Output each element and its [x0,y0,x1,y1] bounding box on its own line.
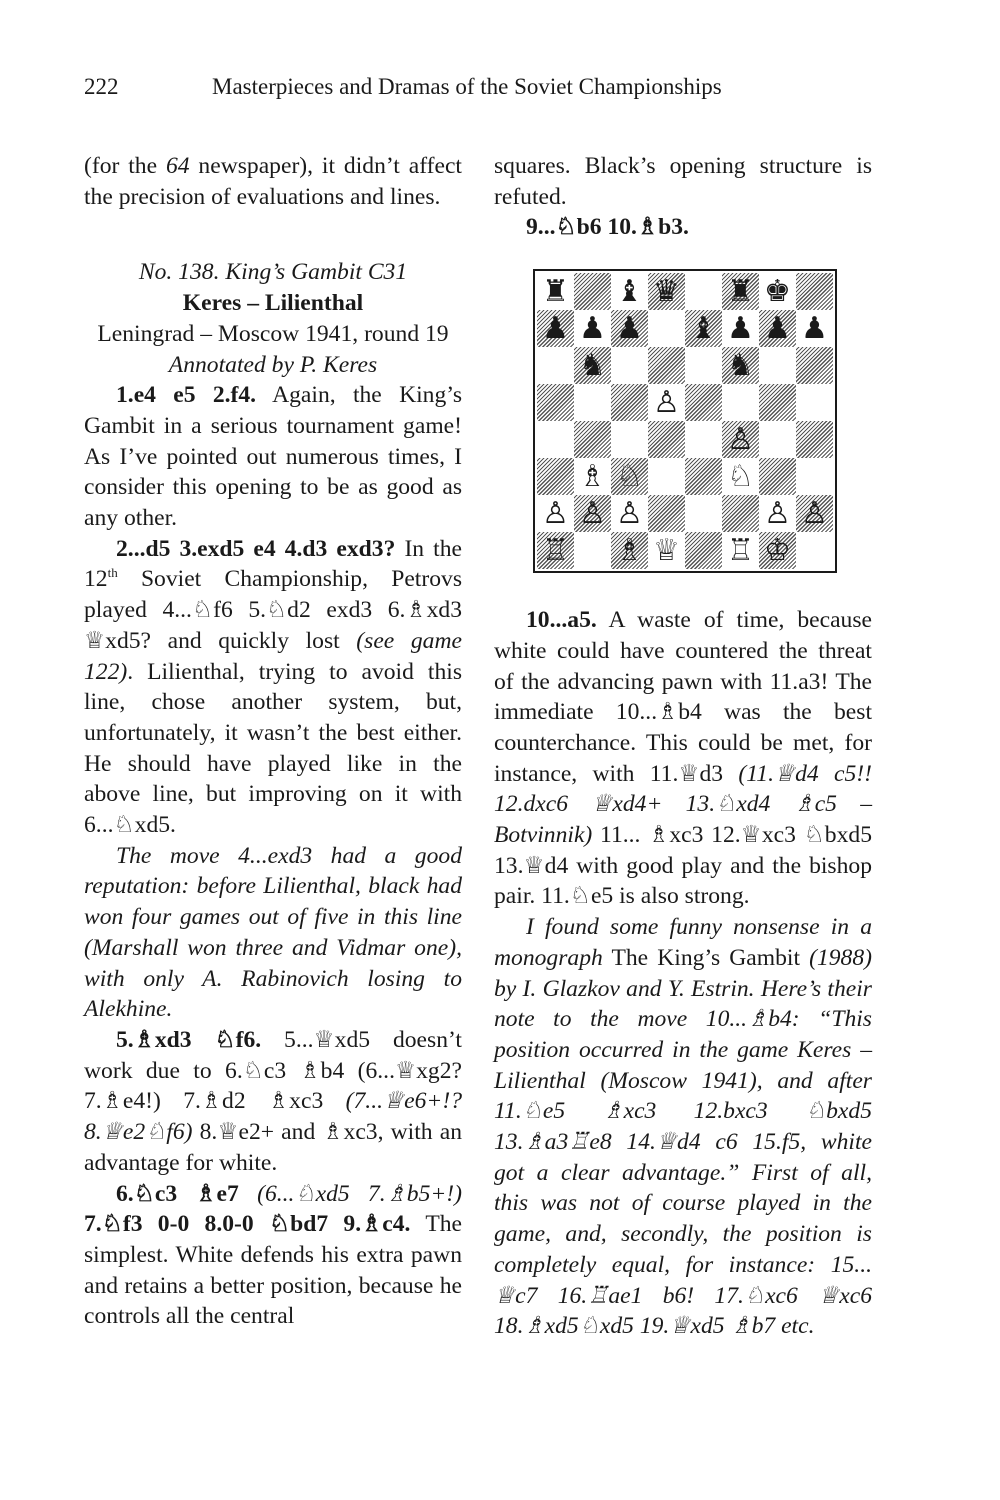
square-g1 [759,532,796,569]
square-e1 [685,532,722,569]
square-h4 [796,421,833,458]
paragraph: (for the 64 newspaper), it didn’t affect the precision of evaluations and lines. [84,153,462,210]
chess-piece-icon: ♟ [764,311,791,347]
square-h6 [796,347,833,384]
chess-piece-icon: ♘ [616,459,643,495]
square-a1 [537,532,574,569]
square-f2 [722,495,759,532]
square-c5 [611,384,648,421]
square-f8 [722,273,759,310]
square-g2 [759,495,796,532]
square-d8 [648,273,685,310]
paragraph: 2...d5 3.exd5 e4 4.d3 exd3? In the 12th Soviet Championship, Petrovs played 4...♘f6 5.♘d2 exd3 6.♗xd3 ♕xd5? and quickly lost (see game 122). Lilienthal, trying to avoid this line, chose another system, but, unfortunately, it wasn’t the best either. He should have played like in the above line, but improving on it with 6...♘xd5. [84,535,462,839]
chess-piece-icon: ♙ [653,385,680,421]
paragraph: 1.e4 e5 2.f4. Again, the King’s Gambit in a serious tournament game! As I’ve pointed out numerous times, I consider this opening to be as good as any other. [84,382,463,532]
square-a7 [537,310,574,347]
page-number: 222 [84,74,119,99]
chess-piece-icon: ♙ [579,496,606,532]
square-e8 [685,273,722,310]
square-c7 [611,310,648,347]
game-players: Keres – Lilienthal [182,290,364,317]
chess-piece-icon: ♚ [764,274,791,310]
page-header [84,74,954,108]
square-c8 [611,273,648,310]
square-a3 [537,458,574,495]
paragraph: 10...a5. A waste of time, because white could have countered the threat of the advancing pawn with 11.a3! The immediate 10...♗b4 was the best counterchance. This could be met, for instance, with 11.♕d3 (11.♕d4 c5!! 12.dxc6 ♕xd4+ 13.♘xd4 ♗c5 – Botvinnik) 11... ♗xc3 12.♕xc3 ♘bxd5 13.♕d4 with good play and the bishop pair. 11.♘e5 is also strong. [494,607,872,910]
running-title: Masterpieces and Dramas of the Soviet Championships [212,74,722,99]
square-g5 [759,384,796,421]
square-a2 [537,495,574,532]
chess-piece-icon: ♝ [616,274,643,310]
chess-piece-icon: ♟ [727,311,754,347]
chess-piece-icon: ♟ [616,311,643,347]
chess-piece-icon: ♗ [616,533,643,569]
chess-piece-icon: ♘ [727,459,754,495]
square-h5 [796,384,833,421]
square-g4 [759,421,796,458]
square-g8 [759,273,796,310]
square-d1 [648,532,685,569]
chess-board [535,271,835,571]
game-event: Leningrad – Moscow 1941, round 19 [97,320,449,347]
square-b1 [574,532,611,569]
square-d3 [648,458,685,495]
square-c1 [611,532,648,569]
chess-piece-icon: ♜ [542,274,569,310]
chess-piece-icon: ♜ [727,274,754,310]
chess-piece-icon: ♟ [801,311,828,347]
chess-piece-icon: ♖ [542,533,569,569]
square-e7 [685,310,722,347]
paragraph: squares. Black’s opening structure is refuted. [494,153,872,210]
chess-piece-icon: ♕ [653,533,680,569]
square-e4 [685,421,722,458]
paragraph: 9...♘b6 10.♗b3. [526,214,689,241]
square-b8 [574,273,611,310]
square-a6 [537,347,574,384]
game-annotator: Annotated by P. Keres [168,351,378,378]
chess-piece-icon: ♙ [764,496,791,532]
chess-piece-icon: ♙ [616,496,643,532]
chess-piece-icon: ♞ [727,348,754,384]
chess-piece-icon: ♗ [579,459,606,495]
chess-piece-icon: ♝ [690,311,717,347]
square-f7 [722,310,759,347]
chess-piece-icon: ♙ [727,422,754,458]
square-g7 [759,310,796,347]
square-b5 [574,384,611,421]
square-c3 [611,458,648,495]
square-e3 [685,458,722,495]
square-b3 [574,458,611,495]
square-h8 [796,273,833,310]
chess-piece-icon: ♙ [801,496,828,532]
chess-piece-icon: ♞ [579,348,606,384]
square-h3 [796,458,833,495]
square-b7 [574,310,611,347]
square-f6 [722,347,759,384]
chess-piece-icon: ♖ [727,533,754,569]
square-b4 [574,421,611,458]
square-c4 [611,421,648,458]
square-g6 [759,347,796,384]
left-column [84,151,462,1332]
chess-piece-icon: ♔ [764,533,791,569]
square-d5 [648,384,685,421]
square-d6 [648,347,685,384]
square-h1 [796,532,833,569]
square-h7 [796,310,833,347]
paragraph: The move 4...exd3 had a good reputation: before Lilienthal, black had won four games out of five in this line (Marshall won three and Vidmar one), with only A. Rabinovich losing to Alekhine. [84,842,462,1023]
chess-piece-icon: ♟ [542,311,569,347]
chess-piece-icon: ♙ [542,496,569,532]
square-b2 [574,495,611,532]
square-f3 [722,458,759,495]
paragraph: 5.♗xd3 ♘f6. 5...♕xd5 doesn’t work due to 6.♘c3 ♗b4 (6...♕xg2? 7.♗e4!) 7.♗d2 ♗xc3 (7...♕e6+!? 8.♕e2♘f6) 8.♕e2+ and ♗xc3, with an advantage for white. [84,1026,462,1176]
square-c6 [611,347,648,384]
right-column [494,151,872,1342]
square-b6 [574,347,611,384]
square-e2 [685,495,722,532]
paragraph: 6.♘c3 ♗e7 (6...♘xd5 7.♗b5+!) 7.♘f3 0-0 8.0-0 ♘bd7 9.♗c4. The simplest. White defends his extra pawn and retains a better position, because he controls all the central [84,1180,463,1330]
square-d2 [648,495,685,532]
square-f1 [722,532,759,569]
square-h2 [796,495,833,532]
paragraph: I found some funny nonsense in a monograph The King’s Gambit (1988) by I. Glazkov and Y. Estrin. Here’s their note to the move 10...♗b4: “This position occurred in the game Keres – Lilienthal (Moscow 1941), and after 11.♘e5 ♗xc3 12.bxc3 ♘bxd5 13.♗a3♖e8 14.♕d4 c6 15.f5, white got a clear advantage.” First of all, this was not of course played in the game, and, secondly, the position is completely equal, for instance: 15... ♕c7 16.♖ae1 b6! 17.♘xc6 ♕xc6 18.♗xd5♘xd5 19.♕xd5 ♗b7 etc. [494,914,872,1340]
chess-diagram [533,269,837,573]
square-a4 [537,421,574,458]
square-e6 [685,347,722,384]
square-f4 [722,421,759,458]
square-a5 [537,384,574,421]
square-c2 [611,495,648,532]
square-e5 [685,384,722,421]
square-d7 [648,310,685,347]
square-g3 [759,458,796,495]
square-d4 [648,421,685,458]
chess-piece-icon: ♛ [653,274,680,310]
square-a8 [537,273,574,310]
game-number-title: No. 138. King’s Gambit C31 [138,259,408,286]
chess-piece-icon: ♟ [579,311,606,347]
square-f5 [722,384,759,421]
